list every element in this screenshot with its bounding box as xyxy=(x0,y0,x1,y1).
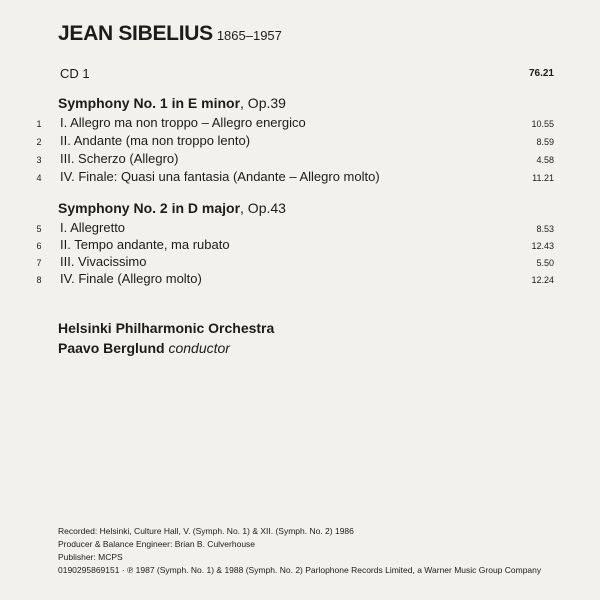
cd-total-time: 76.21 xyxy=(528,68,554,79)
track-number: 3 xyxy=(36,155,42,165)
track-title: I. Allegro ma non troppo – Allegro energico xyxy=(60,115,306,130)
track-row xyxy=(0,151,600,169)
track-row xyxy=(0,169,600,187)
track-duration: 10.55 xyxy=(531,119,554,129)
symphony-title: Symphony No. 1 in E minor xyxy=(58,95,241,111)
track-number: 6 xyxy=(36,241,42,251)
orchestra-name: Helsinki Philharmonic Orchestra xyxy=(58,320,275,336)
track-title: III. Scherzo (Allegro) xyxy=(60,151,179,166)
track-row xyxy=(0,254,600,272)
composer-name: JEAN SIBELIUS xyxy=(58,22,213,45)
track-duration: 4.58 xyxy=(536,155,554,165)
track-title: I. Allegretto xyxy=(60,220,126,235)
track-duration: 11.21 xyxy=(532,173,554,183)
track-row xyxy=(0,133,600,151)
symphony-title: Symphony No. 2 in D major xyxy=(58,200,241,216)
credit-line-copyright: 0190295869151 · ℗ 1987 (Symph. No. 1) & 1988 (Symph. No. 2) Parlophone Records Limited, a Warner Music Group Company xyxy=(58,565,542,575)
track-number: 7 xyxy=(36,258,42,268)
track-duration: 5.50 xyxy=(536,258,554,268)
track-row xyxy=(0,220,600,238)
composer-years: 1865–1957 xyxy=(216,28,282,43)
symphony-heading xyxy=(58,200,286,216)
conductor-line xyxy=(58,338,274,358)
conductor-role: conductor xyxy=(164,340,230,356)
track-title: IV. Finale: Quasi una fantasia (Andante – Allegro molto) xyxy=(60,169,380,184)
track-number: 8 xyxy=(36,275,42,285)
track-row xyxy=(0,115,600,133)
track-number: 2 xyxy=(36,137,42,147)
header xyxy=(58,22,282,46)
symphony-heading xyxy=(58,95,286,111)
credit-line-recorded: Recorded: Helsinki, Culture Hall, V. (Symph. No. 1) & XII. (Symph. No. 2) 1986 xyxy=(58,526,354,536)
credit-line-producer: Producer & Balance Engineer: Brian B. Culverhouse xyxy=(58,539,256,549)
track-duration: 8.59 xyxy=(536,137,554,147)
credits xyxy=(58,525,541,577)
track-title: IV. Finale (Allegro molto) xyxy=(60,271,202,286)
symphony-opus: , Op.39 xyxy=(240,95,286,111)
conductor-name: Paavo Berglund xyxy=(58,340,165,356)
track-row xyxy=(0,271,600,289)
track-number: 5 xyxy=(36,224,42,234)
track-title: II. Tempo andante, ma rubato xyxy=(60,237,230,252)
track-number: 1 xyxy=(36,119,42,129)
symphony-opus: , Op.43 xyxy=(240,200,286,216)
credit-line-publisher: Publisher: MCPS xyxy=(58,552,123,562)
performers xyxy=(58,318,274,358)
track-row xyxy=(0,237,600,255)
track-title: II. Andante (ma non troppo lento) xyxy=(60,133,251,148)
cd-label: CD 1 xyxy=(60,66,90,81)
track-title: III. Vivacissimo xyxy=(60,254,147,269)
track-duration: 8.53 xyxy=(536,224,554,234)
track-duration: 12.43 xyxy=(531,241,554,251)
track-number: 4 xyxy=(36,173,42,183)
track-duration: 12.24 xyxy=(531,275,554,285)
